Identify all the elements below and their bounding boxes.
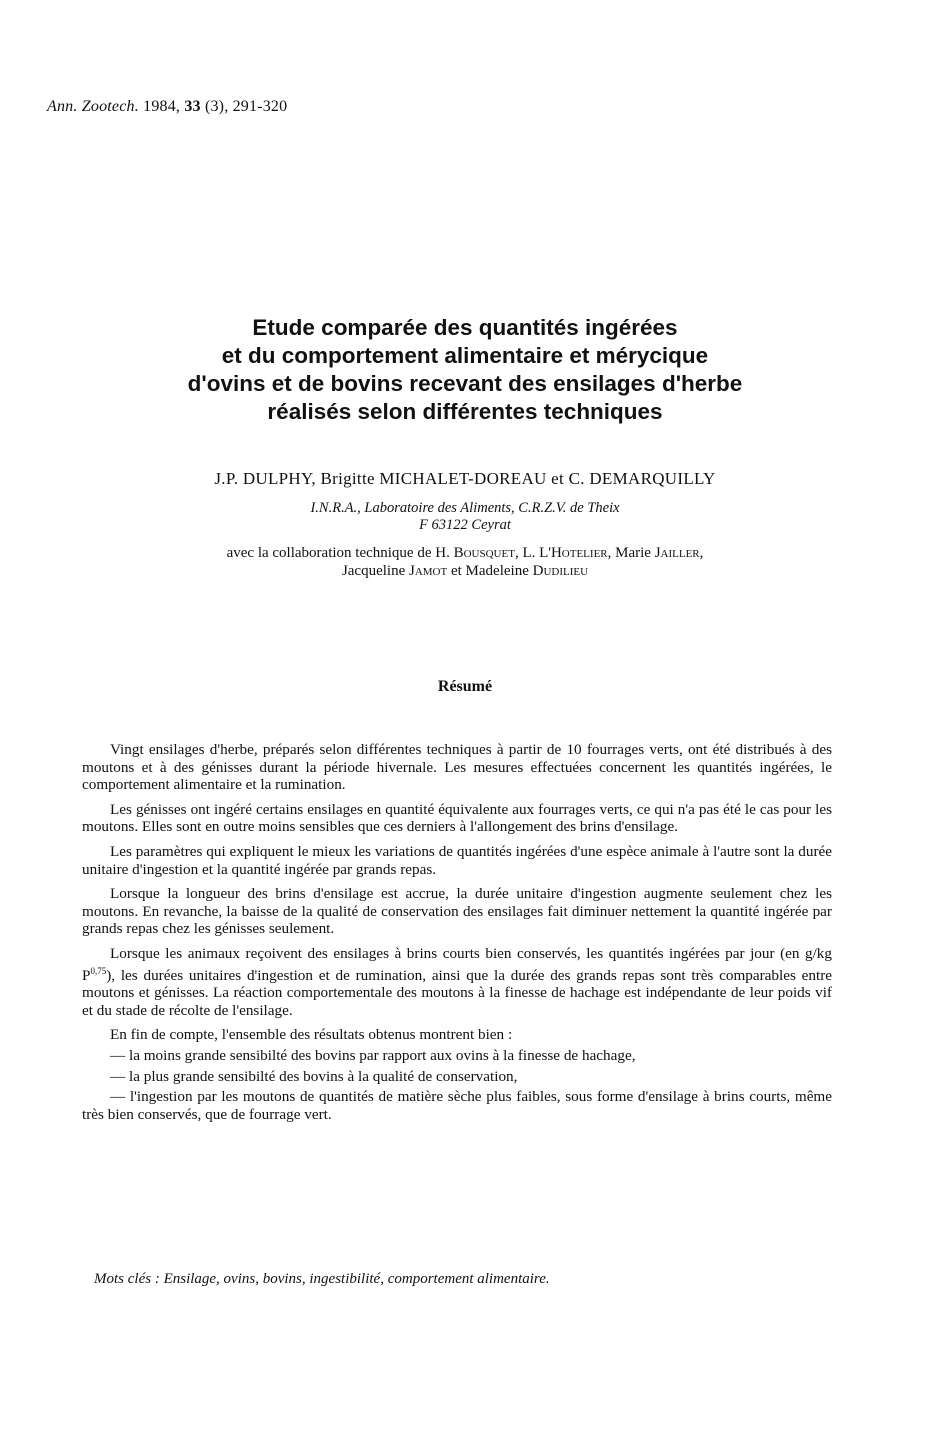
collaborator-name: Bousquet bbox=[453, 545, 515, 561]
abstract-paragraph bbox=[82, 945, 832, 1019]
conclusion-item: — l'ingestion par les moutons de quantités de matière sèche plus faibles, sous forme d'ensilage à brins courts, même très bien conservés, que de fourrage vert. bbox=[82, 1088, 832, 1123]
citation-issue-pages: (3), 291-320 bbox=[204, 98, 288, 115]
separator: , L. L' bbox=[514, 545, 551, 561]
paragraph-text: ), les durées unitaires d'ingestion et de rumination, ainsi que la durée des grands repas sont très comparables entre moutons et génisses. La réaction comportementale des moutons à la finesse de hachage est indépendante de leur poids vif et du stade de récolte de l'ensilage. bbox=[82, 966, 832, 1019]
paragraph-text: Lorsque les animaux reçoivent des ensilages à brins courts bien conservés, les quantités ingérées par jour (en g/kg P bbox=[82, 944, 832, 984]
collaborator-name: Jamot bbox=[409, 563, 448, 579]
title-line: Etude comparée des quantités ingérées bbox=[252, 315, 678, 340]
citation-year: 1984, bbox=[143, 98, 181, 115]
technical-collaboration bbox=[60, 544, 870, 580]
conclusion-item: — la plus grande sensibilté des bovins à la qualité de conservation, bbox=[110, 1067, 518, 1085]
title-line: d'ovins et de bovins recevant des ensilages d'herbe bbox=[187, 371, 743, 396]
title-line: et du comportement alimentaire et mérycique bbox=[221, 343, 709, 368]
collaborator-name: Dudilieu bbox=[532, 563, 589, 579]
resume-heading: Résumé bbox=[437, 678, 493, 695]
conclusion-item: — la moins grande sensibilté des bovins par rapport aux ovins à la finesse de hachage, bbox=[110, 1046, 636, 1064]
collaborator-firstname: Jacqueline bbox=[341, 563, 406, 579]
affiliation bbox=[60, 500, 870, 534]
citation-volume: 33 bbox=[184, 98, 201, 115]
abstract-paragraph: Les génisses ont ingéré certains ensilages en quantité équivalente aux fourrages verts, ce qui n'a pas été le cas pour les moutons. Elles sont en outre moins sensibles que ces derniers à l'allongement des brins d'ensilage. bbox=[82, 800, 832, 836]
abstract-paragraph: Les paramètres qui expliquent le mieux les variations de quantités ingérées d'une espèce animale à l'autre sont la durée unitaire d'ingestion et la quantité ingérée par grands repas. bbox=[82, 842, 832, 878]
collaboration-line-2 bbox=[60, 562, 870, 580]
conclusion-intro: En fin de compte, l'ensemble des résultats obtenus montrent bien : bbox=[110, 1026, 513, 1044]
affiliation-line: F 63122 Ceyrat bbox=[419, 517, 511, 533]
collaborator-name: Hotelier bbox=[550, 545, 608, 561]
collaborator-name: Jailler bbox=[654, 545, 700, 561]
authors: J.P. DULPHY, Brigitte MICHALET-DOREAU et C. DEMARQUILLY bbox=[214, 469, 716, 488]
separator: et Madeleine bbox=[450, 563, 529, 579]
keywords: Mots clés : Ensilage, ovins, bovins, ingestibilité, comportement alimentaire. bbox=[94, 1271, 550, 1287]
separator: , bbox=[699, 545, 704, 561]
title-line: réalisés selon différentes techniques bbox=[267, 399, 663, 424]
abstract-paragraph: Vingt ensilages d'herbe, préparés selon différentes techniques à partir de 10 fourrages verts, ont été distribués à des moutons et à des génisses durant la période hivernale. Les mesures effectuées concernent les quantités ingérées, le comportement alimentaire et la rumination. bbox=[82, 741, 832, 794]
journal-name: Ann. Zootech. bbox=[47, 98, 139, 115]
affiliation-line: I.N.R.A., Laboratoire des Aliments, C.R.Z.V. de Theix bbox=[310, 500, 620, 516]
separator: , Marie bbox=[607, 545, 651, 561]
collaboration-line-1 bbox=[60, 544, 870, 562]
abstract-paragraph: Lorsque la longueur des brins d'ensilage est accrue, la durée unitaire d'ingestion augmente seulement chez les moutons. En revanche, la baisse de la qualité de conservation des ensilages fait diminuer nettement la quantité ingérée par grands repas chez les génisses seulement. bbox=[82, 885, 832, 938]
journal-citation bbox=[47, 98, 287, 116]
exponent: 0,75 bbox=[90, 965, 107, 976]
abstract-body bbox=[82, 741, 832, 1126]
collaboration-prefix: avec la collaboration technique de H. bbox=[226, 545, 450, 561]
article-title bbox=[60, 314, 870, 426]
